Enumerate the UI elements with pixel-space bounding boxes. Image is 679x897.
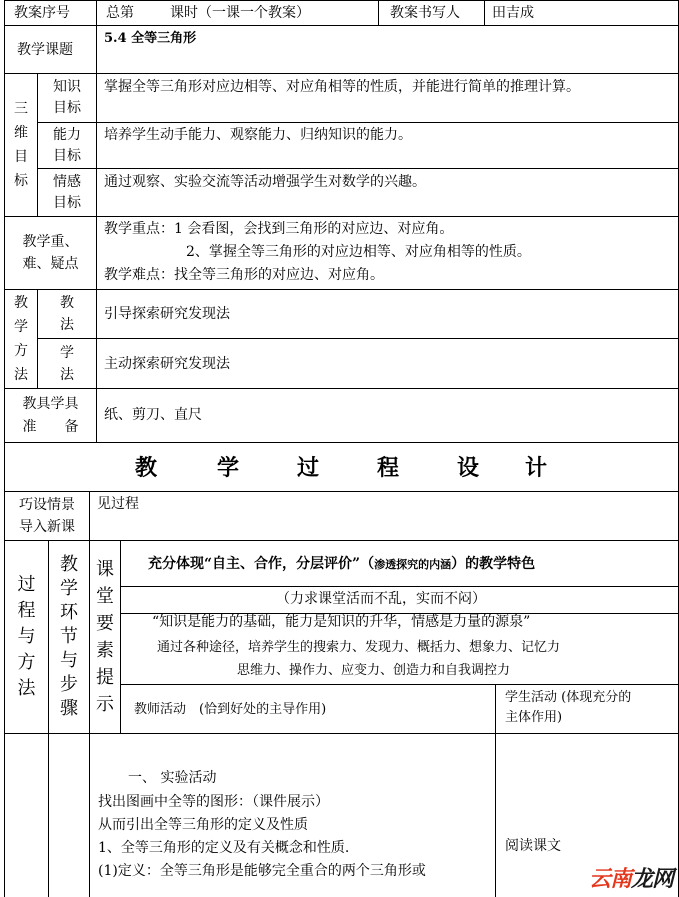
teaching-steps-label: 教 学 环 节 与 步 骤: [60, 554, 78, 719]
period-label: 课时（一课一个教案）: [170, 5, 310, 21]
tools-label: 教具学具 准 备: [22, 395, 79, 435]
teach-method-value: 引导探索研究发现法: [104, 306, 230, 322]
total-label: 总第: [106, 5, 134, 21]
topic-label: 教学课题: [17, 42, 73, 58]
difficulty-line: 教学难点：找全等三角形的对应边、对应角。: [104, 267, 384, 283]
teacher-activity-header: 教师活动 (恰到好处的主导作用): [134, 702, 327, 717]
learn-method-label: 学 法: [60, 344, 74, 383]
key-points-label: 教学重、 难、疑点: [22, 234, 79, 272]
writer-label: 教案书写人: [390, 5, 460, 21]
objectives-group-label: 三 维 目 标: [14, 101, 28, 189]
topic-value: 5.4 全等三角形: [104, 31, 197, 46]
ability-goal-text: 培养学生动手能力、观察能力、归纳知识的能力。: [104, 127, 412, 143]
ability-line-1: 通过各种途径，培养学生的搜索力、发现力、概括力、想象力、记忆力: [157, 640, 561, 655]
class-motto: （力求课堂活而不乱，实而不闷）: [276, 591, 486, 607]
process-method-label: 过 程 与 方 法: [17, 574, 36, 699]
content-line-5: (1)定义：全等三角形是能够完全重合的两个三角形或: [98, 863, 426, 879]
classroom-hints-label: 课 堂 要 素 提 示: [96, 559, 114, 715]
key-point-line-2: 2、掌握全等三角形的对应边相等、对应角相等的性质。: [186, 244, 531, 260]
content-line-3: 从而引出全等三角形的定义及性质: [98, 817, 308, 833]
learn-method-value: 主动探索研究发现法: [104, 356, 230, 372]
tools-value: 纸、剪刀、直尺: [104, 407, 202, 423]
teach-method-label: 教 法: [60, 295, 74, 333]
knowledge-goal-text: 掌握全等三角形对应边相等、对应角相等的性质，并能进行简单的推理计算。: [104, 79, 580, 95]
methods-group-label: 教 学 方 法: [14, 295, 28, 383]
teaching-feature-line: 充分体现“自主、合作，分层评价”（渗透探究的内涵）的教学特色: [148, 556, 536, 572]
knowledge-quote: “知识是能力的基础，能力是知识的升华，情感是力量的源泉”: [152, 614, 531, 630]
key-point-line-1: 教学重点：1 会看图，会找到三角形的对应边、对应角。: [104, 221, 454, 237]
intro-label: 巧设情景 导入新课: [19, 497, 75, 535]
knowledge-goal-label: 知识 目标: [53, 79, 81, 116]
student-note: 阅读课文: [505, 838, 561, 854]
content-line-1: 一、 实验活动: [128, 770, 217, 786]
emotion-goal-label: 情感 目标: [53, 173, 81, 211]
writer-name: 田吉成: [492, 5, 534, 21]
lesson-seq-label: 教案序号: [14, 5, 70, 21]
process-title: 教 学 过 程 设 计: [135, 456, 548, 481]
site-watermark: 云南龙网: [588, 867, 673, 892]
student-activity-header: 学生活动 (体现充分的 主体作用): [505, 690, 632, 725]
emotion-goal-text: 通过观察、实验交流等活动增强学生对数学的兴趣。: [104, 174, 426, 190]
content-line-4: 1、全等三角形的定义及有关概念和性质.: [98, 840, 350, 856]
ability-line-2: 思维力、操作力、应变力、创造力和自我调控力: [237, 663, 511, 678]
ability-goal-label: 能力 目标: [53, 126, 81, 164]
content-line-2: 找出图画中全等的图形：（课件展示）: [98, 794, 329, 810]
intro-value: 见过程: [97, 496, 139, 512]
